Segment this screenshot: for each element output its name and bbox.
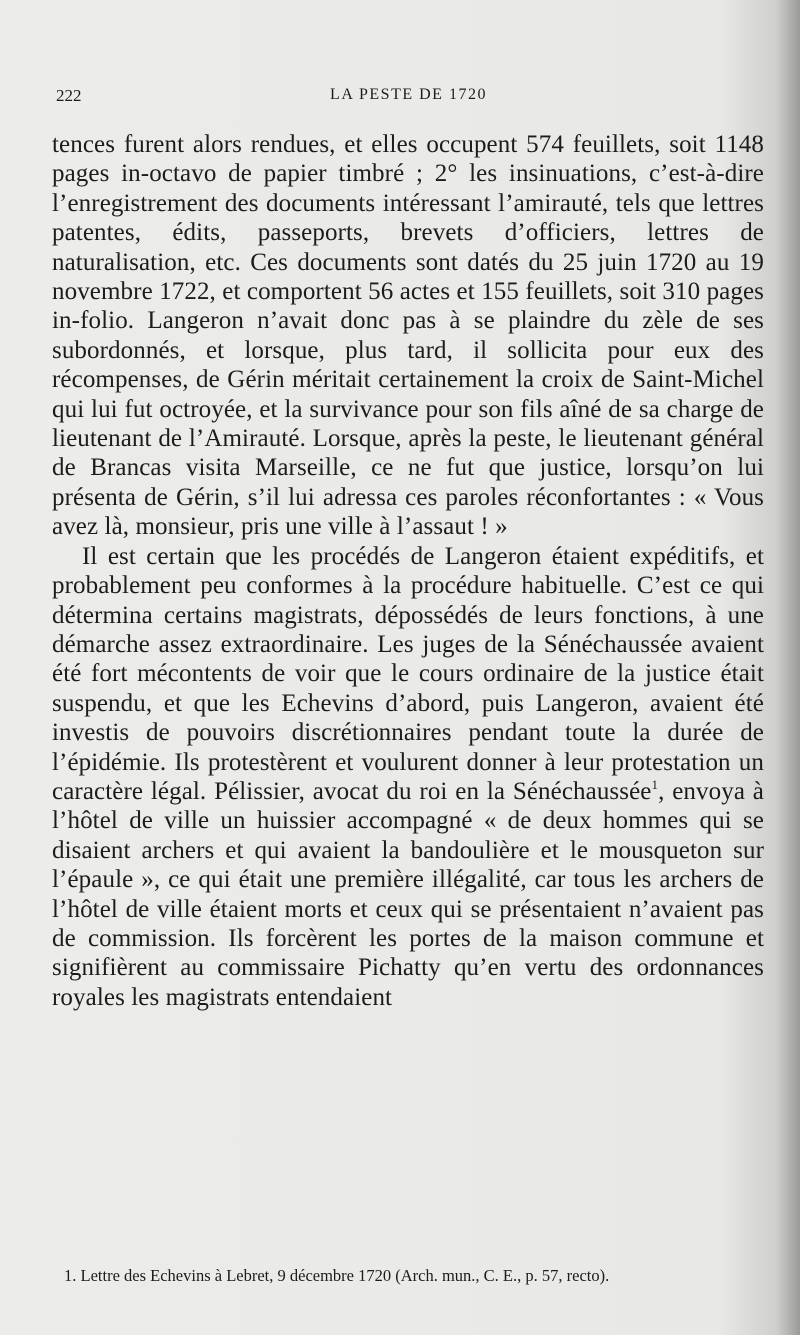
page-body [52,130,764,1012]
paragraph-1: tences furent alors rendues, et elles occupent 574 feuillets, soit 1148 pages in-octavo de papier timbré ; 2° les insinuations, c’est-à-dire l’enregistrement des documents intéressant l’amirauté, tels que lettres patentes, édits, passeports, brevets d’officiers, lettres de naturalisation, etc. Ces documents sont datés du 25 juin 1720 au 19 novembre 1722, et comportent 56 actes et 155 feuillets, soit 310 pages in-folio. Langeron n’avait donc pas à se plaindre du zèle de ses subordonnés, et lorsque, plus tard, il sollicita pour eux des récompenses, de Gérin méritait certainement la croix de Saint-Michel qui lui fut octroyée, et la survivance pour son fils aîné de sa charge de lieutenant de l’Amirauté. Lorsque, après la peste, le lieutenant général de Brancas visita Marseille, ce ne fut que justice, lorsqu’on lui présenta de Gérin, s’il lui adressa ces paroles réconfortantes : « Vous avez là, monsieur, pris une ville à l’assaut ! » [52,131,764,541]
paragraph-2-part-2: , envoya à l’hôtel de ville un huissier accompagné « de deux hommes qui se disaient archers et qui avaient la bandoulière et le mousqueton sur l’épaule », ce qui était une première illégalité, car tous les archers de l’hôtel de ville étaient morts et ceux qui se présentaient n’avaient pas de commission. Ils forcèrent les portes de la maison commune et signifièrent au commissaire Pichatty qu’en vertu des ordonnances royales les magistrats entendaient [52,777,764,1011]
paragraph-2 [52,542,764,1013]
footnote-text: 1. Lettre des Echevins à Lebret, 9 décembre 1720 (Arch. mun., C. E., p. 57, recto). [64,1266,610,1285]
footnote-marker[interactable]: 1 [651,776,659,792]
footnote [48,1265,768,1286]
paragraph-2-part-1: Il est certain que les procédés de Langeron étaient expéditifs, et probablement peu conformes à la procédure habituelle. C’est ce qui détermina certains magistrats, dépossédés de leurs fonctions, à une démarche assez extraordinaire. Les juges de la Sénéchaussée avaient été fort mécontents de voir que le cours ordinaire de la justice était suspendu, et que les Echevins d’abord, puis Langeron, avaient été investis de pouvoirs discrétionnaires pendant toute la durée de l’épidémie. Ils protestèrent et voulurent donner à leur protestation un caractère légal. Pélissier, avocat du roi en la Sénéchaussée [52,542,764,805]
page-number: 222 [56,86,82,105]
page-header [56,86,761,112]
running-title: LA PESTE DE 1720 [330,86,487,103]
